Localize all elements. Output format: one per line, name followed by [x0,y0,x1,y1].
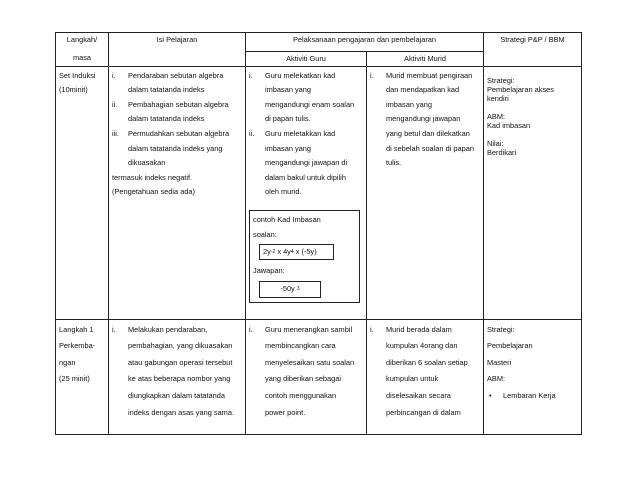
header-murid: Aktiviti Murid [367,52,484,67]
list-line: Pembahagian sebutan algebra [128,99,229,109]
list-line: dan mendapatkan kad [386,85,460,95]
header-langkah-line2: masa [72,52,92,62]
list-line: Guru menerangkan sambil [265,324,353,334]
list-line: perbincangan di dalam [386,407,461,417]
list-line: mengandungi jawapan di [265,158,348,168]
list-item [112,69,242,98]
strategi-line: Pembelajaran [487,341,533,351]
header-langkah [56,33,109,67]
header-pelaksanaan: Pelaksanaan pengajaran dan pembelajaran [246,33,484,52]
list-line: diselesaikan secara [386,391,451,400]
list-line: mengandungi jawapan [386,114,461,124]
list-item [249,322,363,422]
row2-langkah-line: Langkah 1 [59,324,94,334]
list-item [249,127,363,200]
list-line: dikuasakan [128,158,166,168]
list-line: mengandungi enam soalan [265,99,355,109]
strategi-line [487,103,578,112]
isi-extra-line: (Pengetahuan sedia ada) [112,187,196,197]
header-isi: Isi Pelajaran [109,33,246,67]
list-num: i. [112,70,116,80]
list-line: dalam tatatanda indeks [128,114,205,124]
row1-langkah-line: (10minit) [59,85,88,95]
list-line: pembahagian, yang dikuasakan [128,341,233,351]
row1-isi [109,66,246,319]
list-line: Guru melekatkan kad [265,70,336,80]
list-line: ke atas beberapa nombor yang [128,374,231,384]
list-line: menyelesaikan satu soalan [265,357,355,367]
kad-title: contoh Kad Imbasan [253,214,321,224]
row1-murid [367,66,484,319]
list-item [112,322,242,422]
header-guru: Aktiviti Guru [246,52,367,67]
row2-isi [109,319,246,434]
list-line: di sebelah soalan di papan [386,143,474,153]
row2-strategi [484,319,582,434]
list-item [370,69,480,171]
q-exp: 4 [290,248,294,255]
list-line: yang diberikan sebagai [265,374,342,384]
strategi-bullet-item: • Lembaran Kerja [487,388,578,405]
list-line: power point. [265,407,306,417]
row2-guru [246,319,367,434]
list-line: imbasan yang [265,85,312,95]
list-num: i. [249,324,253,334]
kad-imbasan-example [249,210,360,303]
row-langkah-1 [56,319,582,434]
list-item [112,98,242,127]
a-term: -50y [280,284,295,294]
list-line: Murid membuat pengiraan [386,70,473,80]
kad-answer-box [259,281,321,298]
list-line: diberikan 6 soalan setiap [386,357,468,367]
strategi-line [487,130,578,139]
kad-soalan-label: soalan: [253,229,277,239]
header-strategi: Strategi P&P / BBM [484,33,582,67]
list-line: contoh menggunakan [265,391,337,400]
list-num: i. [249,70,253,80]
list-num: i. [370,324,374,334]
a-exp: 3 [296,286,300,292]
strategi-line: kendiri [487,93,509,103]
row2-langkah [56,319,109,434]
list-line: kumpulan 4orang dan [386,341,458,351]
list-num: ii. [249,129,255,138]
lesson-plan-table [55,32,582,435]
strategi-line: Strategi: [487,75,515,85]
list-line: dalam tatatanda indeks yang [128,143,223,153]
strategi-line: Berdikari [487,147,517,157]
row1-langkah-line: Set Induksi [59,70,96,80]
list-line: tulis. [386,158,402,168]
row2-langkah-line: ngan [59,357,76,367]
q-term: x 4y [277,247,291,257]
q-exp: -2 [270,248,276,255]
list-item [112,127,242,171]
q-term: x (-5y) [295,247,317,257]
list-line: imbasan yang [386,99,433,109]
row1-langkah [56,66,109,319]
list-item [249,69,363,127]
list-line: imbasan yang [265,143,312,153]
list-line: kumpulan untuk [386,374,439,384]
row2-langkah-line: (25 minit) [59,374,90,384]
list-num: i. [112,324,116,334]
list-line: dalam tatatanda indeks [128,85,205,95]
list-line: indeks dengan asas yang sama. [128,407,235,417]
list-num: iii. [112,129,119,138]
strategi-line: ABM: [487,111,506,121]
list-line: di papan tulis. [265,114,311,124]
list-line: Murid berada dalam [386,324,452,334]
list-line: diungkapkan dalam tatatanda [128,391,225,400]
list-line: dalam bakul untuk dipilih [265,172,346,182]
list-line: yang betul dan dilekatkan [386,129,470,138]
row2-murid [367,319,484,434]
list-line: atau gabungan operasi tersebut [128,357,233,367]
list-line: Pendaraban sebutan algebra [128,70,224,80]
list-line: Guru meletakkan kad [265,129,336,138]
strategi-line: Nilai: [487,138,504,148]
list-line: membincangkan cara [265,341,336,351]
q-term: 2y [263,247,271,257]
strategi-line: Pembelajaran akses [487,84,554,94]
list-line: Melakukan pendaraban, [128,324,208,334]
strategi-line: Masteri [487,357,512,367]
row1-strategi [484,66,582,319]
strategi-line: Strategi: [487,324,515,334]
list-num: i. [370,70,374,80]
list-line: oleh murid. [265,187,302,197]
strategi-line: ABM: [487,374,506,384]
strategi-line: Kad imbasan [487,120,531,130]
isi-extra-line: termasuk indeks negatif. [112,172,193,182]
list-num: ii. [112,99,118,109]
kad-question-box [259,244,334,260]
header-langkah-line1: Langkah/ [66,35,98,44]
row1-guru [246,66,367,319]
list-item [370,322,480,422]
kad-jawapan-label: Jawapan: [253,266,285,276]
row2-langkah-line: Perkemba- [59,341,96,351]
row-set-induksi [56,66,582,319]
list-line: Permudahkan sebutan algebra [128,129,230,138]
